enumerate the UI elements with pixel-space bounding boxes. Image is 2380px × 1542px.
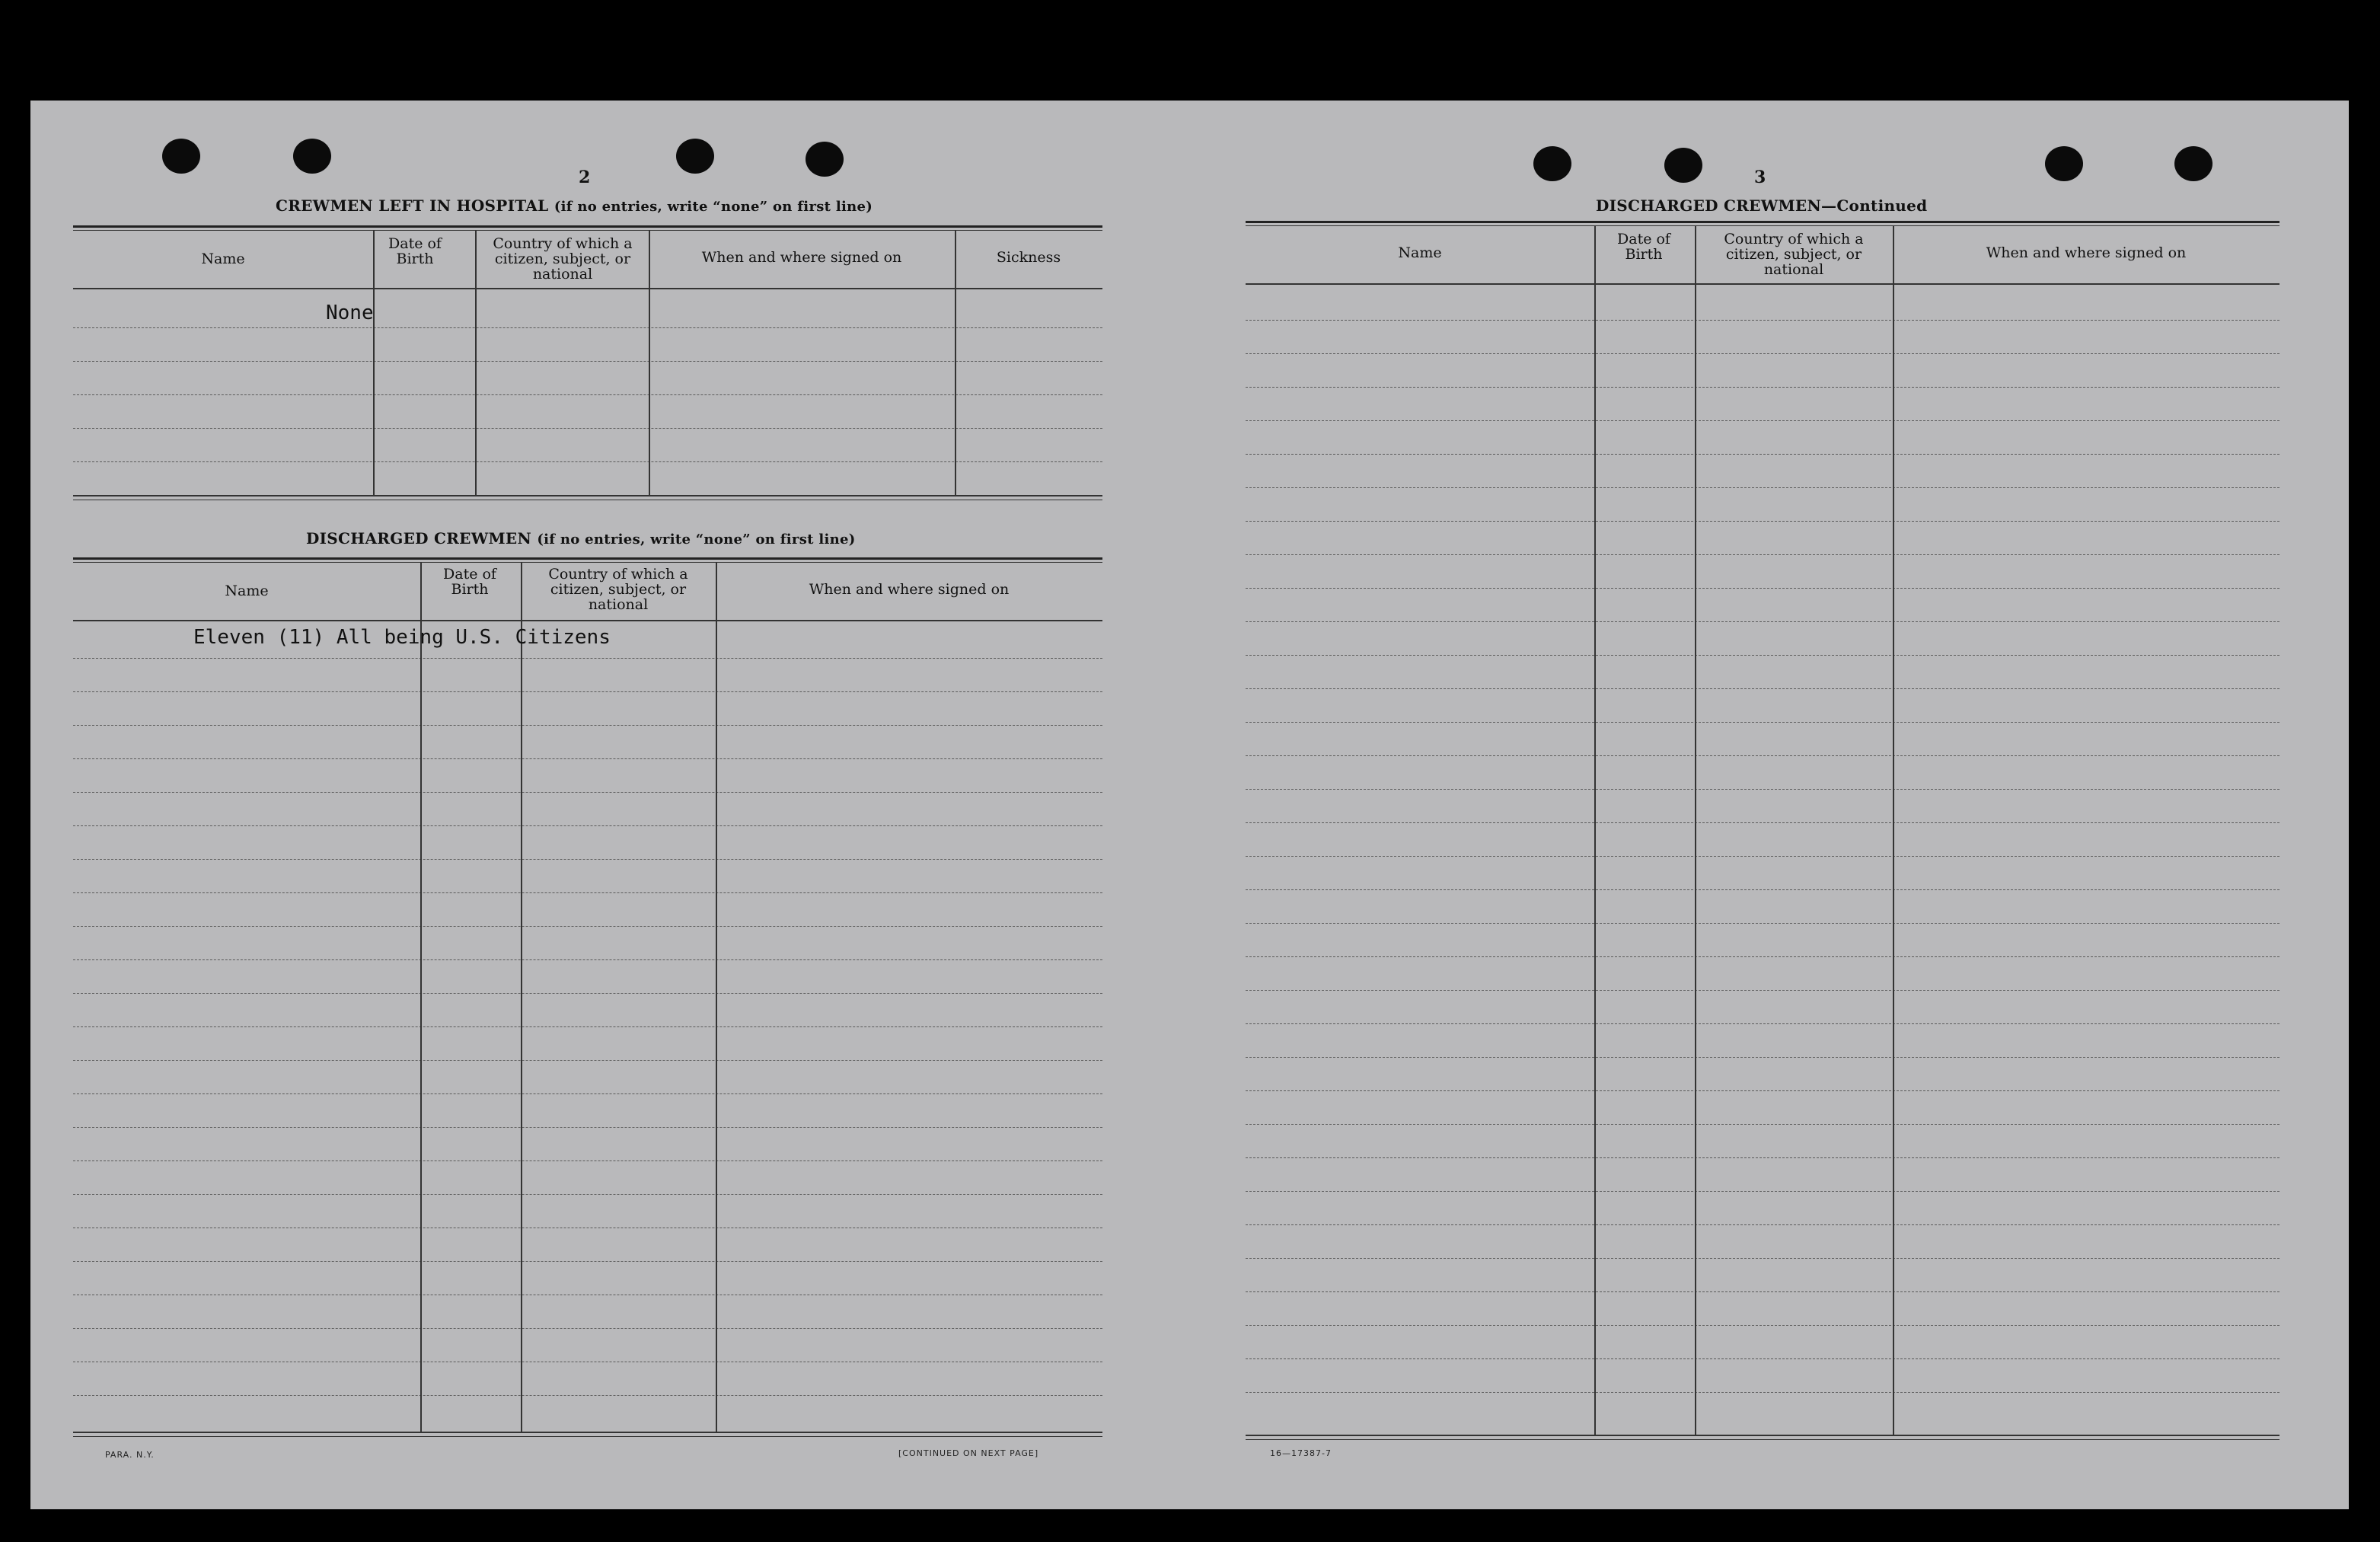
discharged-table-right bbox=[1246, 221, 2280, 1442]
punch-hole bbox=[162, 139, 200, 174]
discharged-title-text: DISCHARGED CREWMEN bbox=[306, 529, 532, 548]
column-header-sickness: Sickness bbox=[996, 249, 1061, 266]
column-header-name: Name bbox=[201, 251, 245, 267]
punch-hole bbox=[2045, 146, 2083, 181]
form-number: 16—17387-7 bbox=[1270, 1448, 1332, 1458]
column-header-date-of-birth: Date of Birth bbox=[443, 566, 496, 598]
hospital-instruction: (if no entries, write “none” on first line) bbox=[554, 199, 873, 215]
discharged-entry-text: Eleven (11) All being U.S. Citizens bbox=[193, 626, 611, 649]
punch-hole bbox=[676, 139, 714, 174]
hospital-entry-text: None bbox=[326, 302, 374, 324]
column-header-when-where-signed-on: When and where signed on bbox=[1986, 244, 2187, 261]
discharged-table-left bbox=[73, 557, 1102, 1441]
column-header-date-of-birth: Date of Birth bbox=[1617, 231, 1670, 263]
column-header-when-where-signed-on: When and where signed on bbox=[809, 581, 1010, 598]
discharged-instruction: (if no entries, write “none” on first line) bbox=[537, 532, 856, 548]
column-header-date-of-birth: Date of Birth bbox=[388, 235, 442, 267]
column-header-country: Country of which a citizen, subject, or national bbox=[1724, 231, 1864, 278]
page-number: 3 bbox=[1754, 168, 1766, 187]
punch-hole bbox=[806, 142, 844, 177]
column-header-country: Country of which a citizen, subject, or national bbox=[548, 566, 688, 613]
discharged-continued-title: DISCHARGED CREWMEN—Continued bbox=[1596, 196, 1928, 215]
punch-hole bbox=[2174, 146, 2213, 181]
punch-hole bbox=[293, 139, 331, 174]
hospital-table bbox=[73, 225, 1102, 503]
page-number: 2 bbox=[579, 168, 591, 187]
column-header-country: Country of which a citizen, subject, or national bbox=[493, 235, 633, 283]
punch-hole bbox=[1664, 148, 1702, 183]
hospital-section-title bbox=[276, 196, 873, 215]
discharged-section-title bbox=[306, 529, 856, 548]
punch-hole bbox=[1533, 146, 1571, 181]
column-header-name: Name bbox=[1398, 244, 1442, 261]
hospital-title-text: CREWMEN LEFT IN HOSPITAL bbox=[276, 196, 549, 215]
printer-mark: PARA. N.Y. bbox=[105, 1450, 155, 1460]
column-header-when-where-signed-on: When and where signed on bbox=[701, 249, 902, 266]
continued-note: [CONTINUED ON NEXT PAGE] bbox=[898, 1448, 1039, 1458]
column-header-name: Name bbox=[225, 583, 269, 599]
